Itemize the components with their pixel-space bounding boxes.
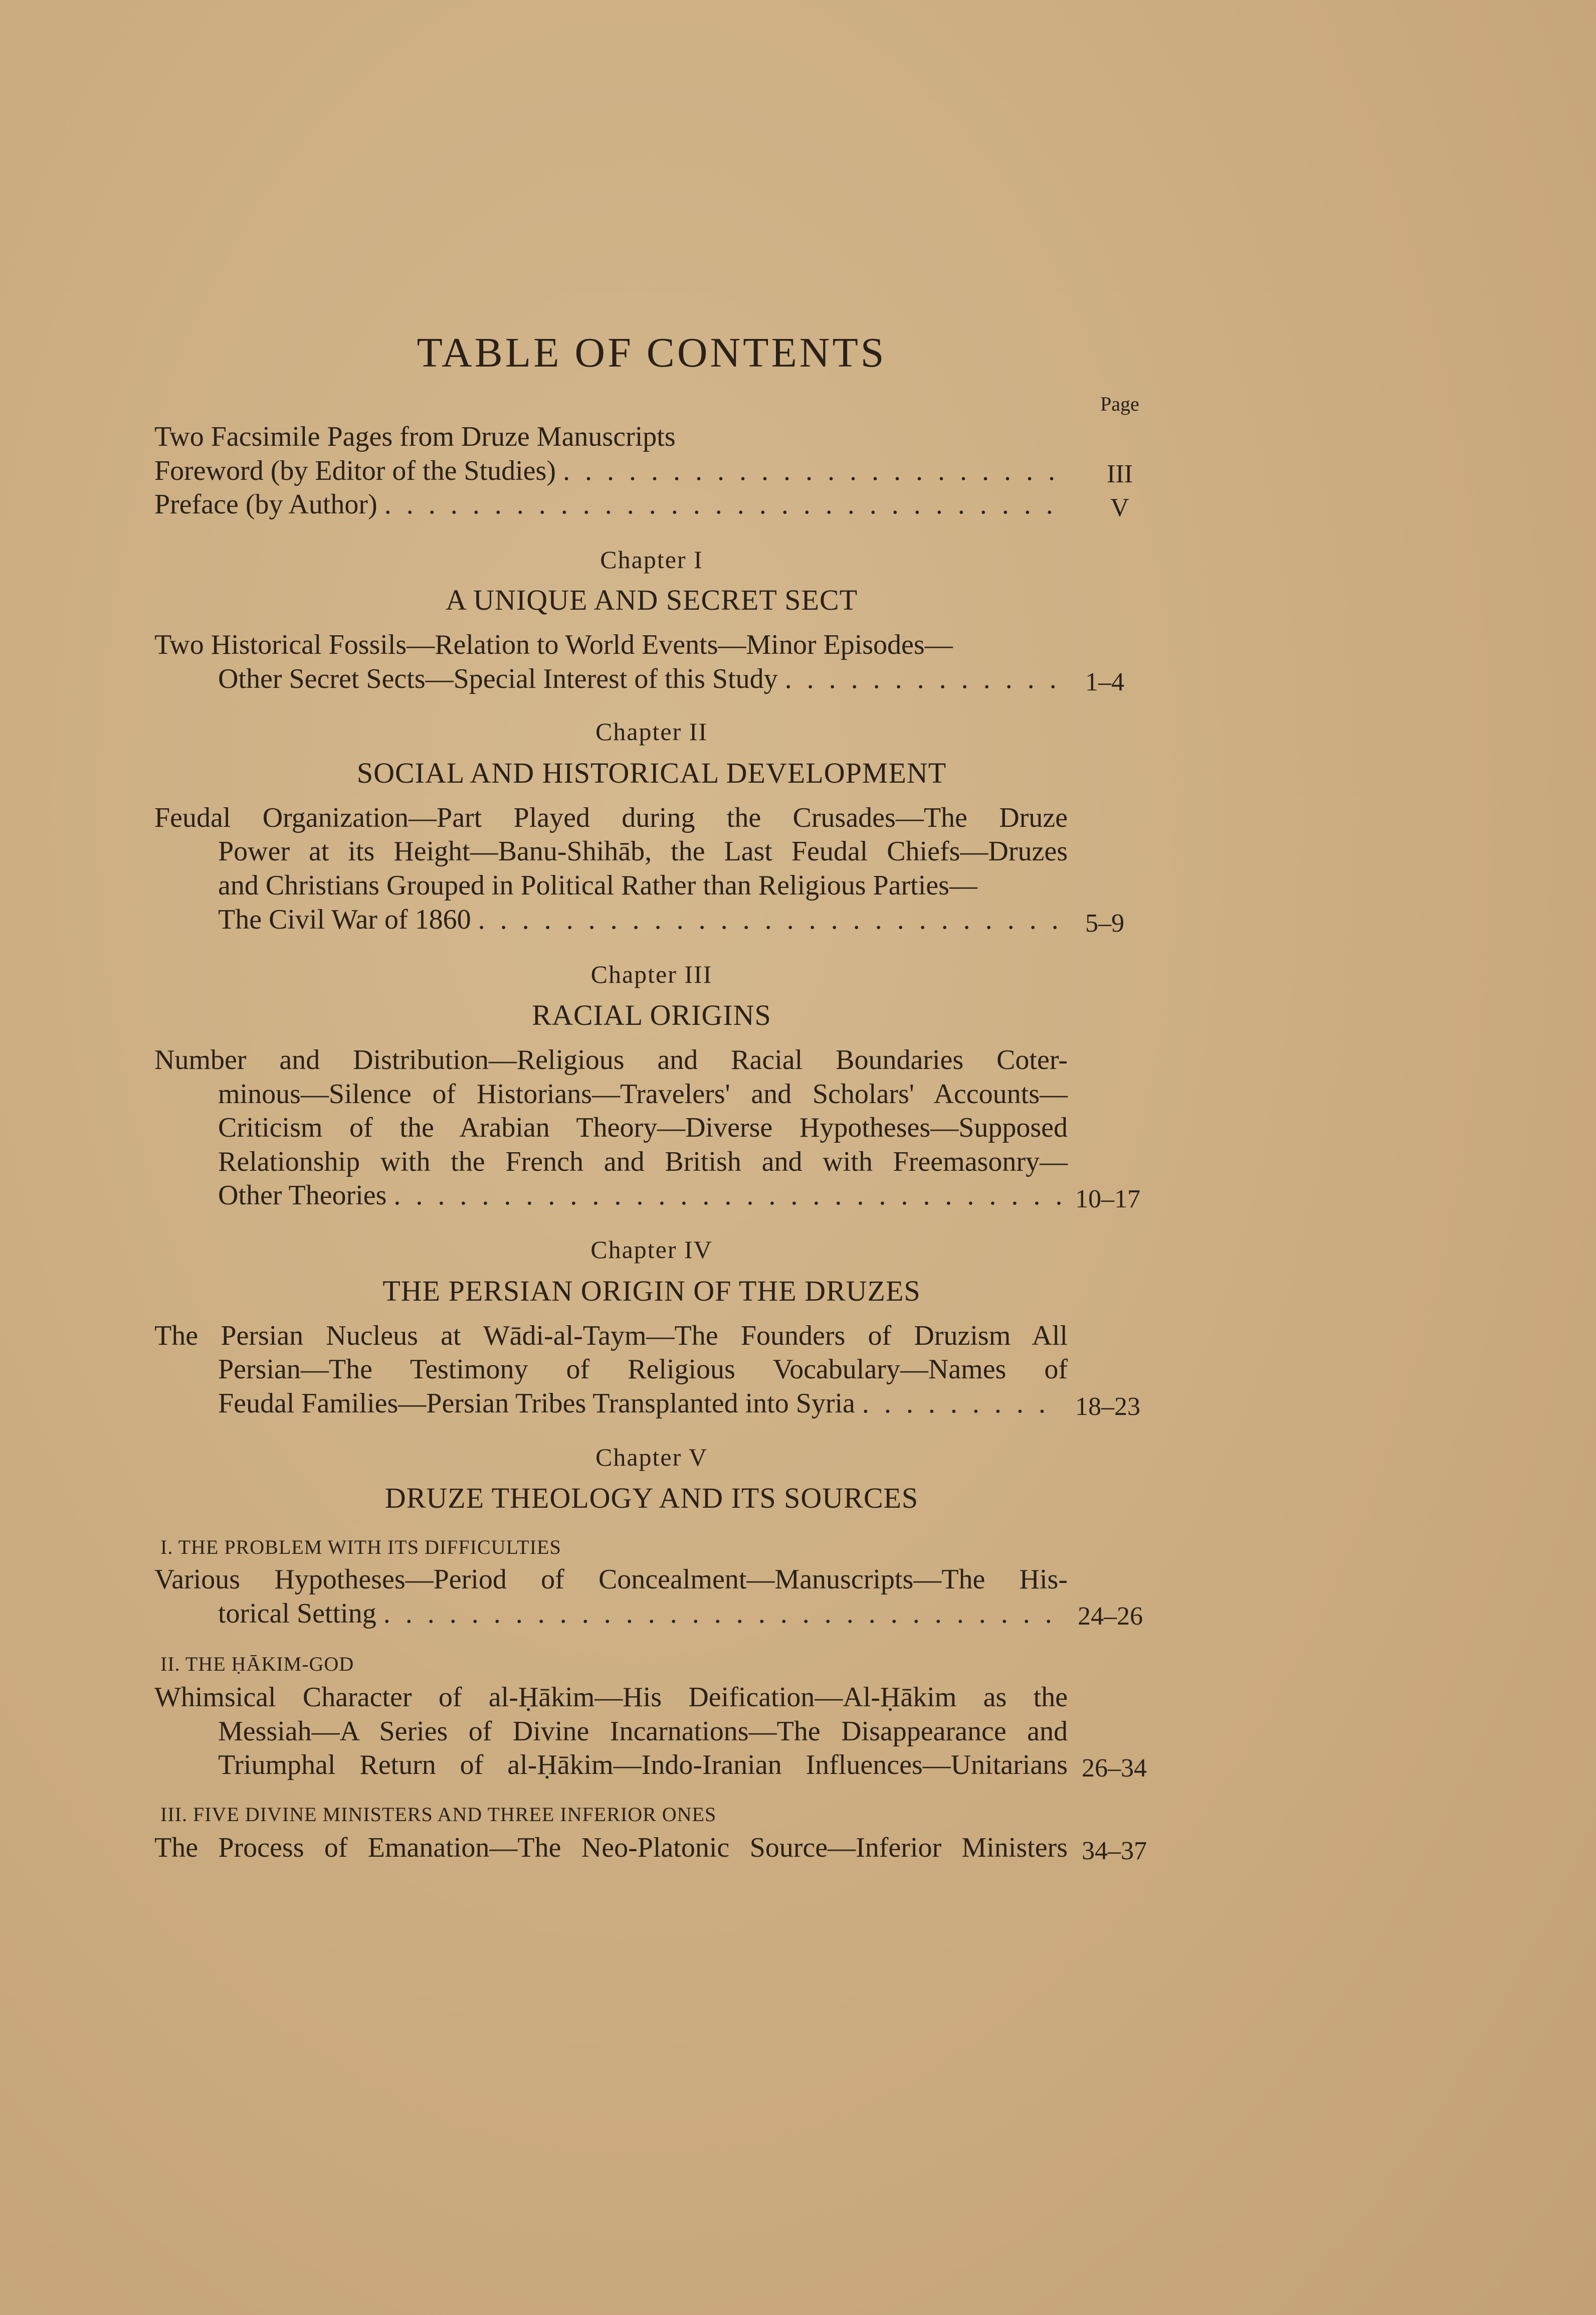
- entry-text: Other Secret Sects—Special Interest of this Study: [218, 663, 778, 694]
- chapter-summary-line: Feudal Organization—Part Played during the Crusades—The Druze: [154, 802, 1068, 833]
- dot-leader: [478, 906, 1061, 934]
- page-number: 10–17: [1075, 1185, 1140, 1213]
- chapter-title: RACIAL ORIGINS: [532, 999, 771, 1031]
- dot-leader: [563, 457, 1061, 485]
- toc-entry-foreword: [154, 457, 1068, 485]
- dot-leader: [383, 1599, 1061, 1628]
- page-number: 34–37: [1082, 1837, 1147, 1865]
- toc-entry-preface: [154, 490, 1068, 518]
- section-summary-line: The Process of Emanation—The Neo-Platonic Source—Inferior Ministers: [154, 1832, 1068, 1863]
- chapter-label: Chapter V: [595, 1443, 708, 1471]
- chapter-summary-line: [218, 1181, 1068, 1209]
- chapter-title: DRUZE THEOLOGY AND ITS SOURCES: [384, 1482, 919, 1514]
- chapter-title: THE PERSIAN ORIGIN OF THE DRUZES: [382, 1275, 921, 1307]
- section-heading: III. FIVE DIVINE MINISTERS AND THREE INFERIOR ONES: [160, 1803, 717, 1826]
- page-number: III: [1107, 460, 1133, 488]
- chapter-summary-line: [218, 665, 1068, 693]
- chapter-summary-line: minous—Silence of Historians—Travelers' and Scholars' Accounts—: [218, 1079, 1068, 1110]
- chapter-summary-line: [218, 906, 1068, 934]
- page-number: 1–4: [1085, 668, 1124, 696]
- chapter-title: SOCIAL AND HISTORICAL DEVELOPMENT: [356, 757, 947, 789]
- dot-leader: [393, 1181, 1061, 1209]
- toc-entry-facsimile: [154, 423, 1068, 451]
- section-summary-line: Various Hypotheses—Period of Concealment—Manuscripts—The His-: [154, 1564, 1068, 1595]
- chapter-summary-line: Two Historical Fossils—Relation to World Events—Minor Episodes—: [154, 629, 953, 660]
- page-number: 18–23: [1075, 1392, 1140, 1421]
- entry-text: Preface (by Author): [154, 489, 377, 520]
- entry-text: Two Facsimile Pages from Druze Manuscripts: [154, 421, 676, 452]
- entry-text: Other Theories: [218, 1180, 387, 1211]
- section-summary-line: Whimsical Character of al-Ḥākim—His Deification—Al-Ḥākim as the: [154, 1682, 1068, 1713]
- chapter-summary-line: The Persian Nucleus at Wādi-al-Taym—The Founders of Druzism All: [154, 1320, 1068, 1351]
- section-summary-line: Triumphal Return of al-Ḥākim—Indo-Iranian Influences—Unitarians: [218, 1749, 1068, 1780]
- chapter-label: Chapter IV: [590, 1235, 713, 1264]
- page-number: V: [1110, 493, 1129, 522]
- entry-text: torical Setting: [218, 1598, 376, 1629]
- dot-leader: [785, 665, 1061, 693]
- page-number: 24–26: [1078, 1602, 1143, 1631]
- chapter-title: A UNIQUE AND SECRET SECT: [445, 584, 858, 616]
- section-summary-line: [218, 1599, 1068, 1628]
- section-heading: I. THE PROBLEM WITH ITS DIFFICULTIES: [160, 1536, 561, 1558]
- dot-leader: [862, 1389, 1061, 1417]
- chapter-summary-line: Persian—The Testimony of Religious Vocabulary—Names of: [218, 1354, 1068, 1385]
- dot-leader: [384, 490, 1061, 518]
- chapter-summary-line: [218, 1389, 1068, 1417]
- chapter-summary-line: Relationship with the French and British and with Freemasonry—: [218, 1146, 1068, 1177]
- chapter-summary-line: Number and Distribution—Religious and Racial Boundaries Coter-: [154, 1044, 1068, 1076]
- page-number: 26–34: [1082, 1754, 1147, 1783]
- chapter-summary-line: Power at its Height—Banu-Shihāb, the Last Feudal Chiefs—Druzes: [218, 836, 1068, 867]
- page-column-heading: Page: [1100, 393, 1139, 415]
- chapter-label: Chapter II: [595, 718, 708, 746]
- section-heading: II. THE ḤĀKIM-GOD: [160, 1653, 354, 1675]
- entry-text: Feudal Families—Persian Tribes Transplanted into Syria: [218, 1388, 855, 1419]
- chapter-label: Chapter I: [600, 546, 703, 574]
- chapter-summary-line: and Christians Grouped in Political Rather than Religious Parties—: [218, 870, 977, 901]
- chapter-summary-line: Criticism of the Arabian Theory—Diverse Hypotheses—Supposed: [218, 1112, 1068, 1143]
- toc-title: TABLE OF CONTENTS: [417, 329, 887, 376]
- section-summary-line: Messiah—A Series of Divine Incarnations—The Disappearance and: [218, 1716, 1068, 1747]
- entry-text: The Civil War of 1860: [218, 904, 471, 935]
- page-number: 5–9: [1085, 909, 1124, 938]
- entry-text: Foreword (by Editor of the Studies): [154, 455, 556, 486]
- chapter-label: Chapter III: [590, 960, 713, 988]
